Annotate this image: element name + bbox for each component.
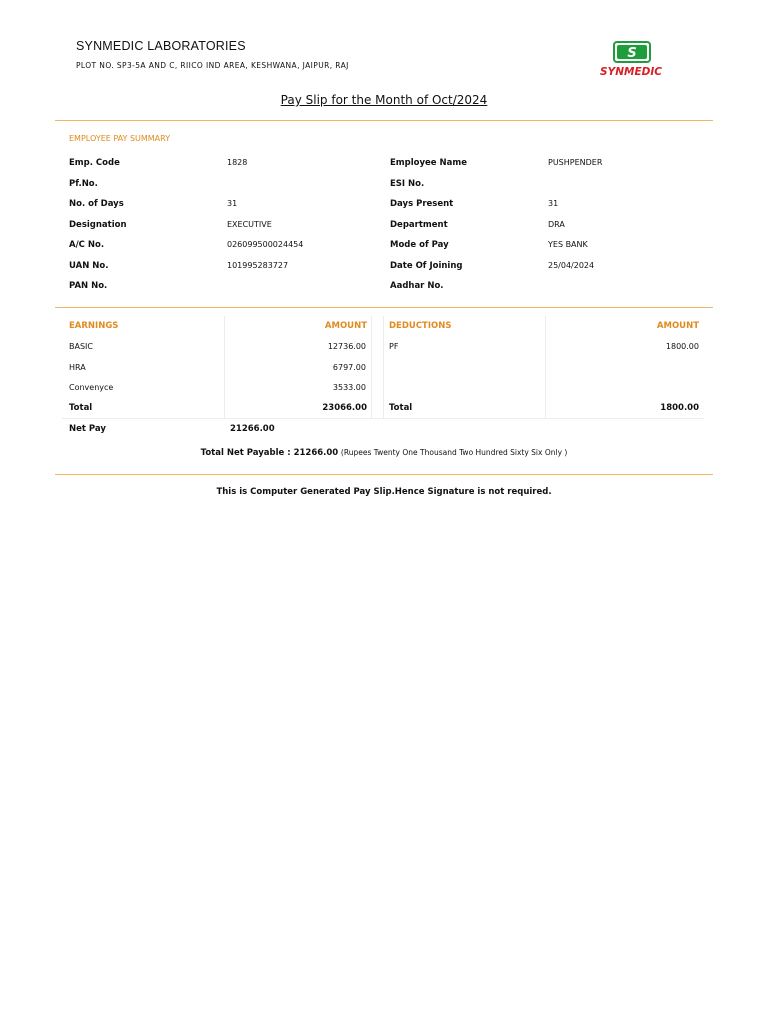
label-no-of-days: No. of Days [69, 199, 124, 209]
deductions-amount-header: AMOUNT [656, 321, 699, 331]
label-uan-no: UAN No. [69, 261, 109, 271]
label-aadhar-no: Aadhar No. [390, 281, 444, 291]
label-designation: Designation [69, 220, 127, 230]
table-bottom-line [62, 418, 704, 419]
table-divider-1 [224, 316, 225, 418]
logo-text: SYNMEDIC [600, 66, 662, 77]
total-net-payable [0, 448, 768, 458]
company-name: SYNMEDIC LABORATORIES [76, 39, 246, 53]
value-date-of-joining: 25/04/2024 [548, 261, 595, 270]
value-no-of-days: 31 [227, 199, 238, 208]
label-mode-of-pay: Mode of Pay [390, 240, 449, 250]
earning-amount-convenyce: 3533.00 [332, 383, 366, 392]
payslip-title: Pay Slip for the Month of Oct/2024 [280, 93, 488, 107]
divider-middle [55, 307, 713, 308]
label-pan-no: PAN No. [69, 281, 108, 291]
earning-name-convenyce: Convenyce [69, 383, 114, 392]
value-designation: EXECUTIVE [227, 220, 272, 229]
table-divider-3 [383, 316, 384, 418]
value-ac-no: 026099500024454 [227, 240, 304, 249]
logo-letter: S [627, 46, 637, 61]
value-mode-of-pay: YES BANK [548, 240, 588, 249]
company-address: PLOT NO. SP3-5A AND C, RIICO IND AREA, KESHWANA, JAIPUR, RAJ [76, 61, 349, 70]
earning-name-basic: BASIC [69, 342, 93, 351]
value-days-present: 31 [548, 199, 559, 208]
earnings-total-value: 23066.00 [322, 403, 367, 413]
label-ac-no: A/C No. [69, 240, 105, 250]
label-esi-no: ESI No. [390, 179, 425, 189]
total-net-payable-label: Total Net Payable : 21266.00 [200, 448, 339, 458]
value-uan-no: 101995283727 [227, 261, 289, 270]
value-department: DRA [548, 220, 565, 229]
earning-amount-basic: 12736.00 [327, 342, 366, 351]
deductions-total-label: Total [389, 403, 413, 413]
net-pay-value: 21266.00 [230, 424, 275, 434]
earning-name-hra: HRA [69, 363, 86, 372]
earning-amount-hra: 6797.00 [332, 363, 366, 372]
net-pay-label: Net Pay [69, 424, 106, 434]
label-date-of-joining: Date Of Joining [390, 261, 463, 271]
earnings-amount-header: AMOUNT [324, 321, 367, 331]
divider-top [55, 120, 713, 121]
footer-note: This is Computer Generated Pay Slip.Hence Signature is not required. [216, 487, 552, 497]
label-days-present: Days Present [390, 199, 454, 209]
label-employee-name: Employee Name [390, 158, 468, 168]
value-employee-name: PUSHPENDER [548, 158, 603, 167]
value-emp-code: 1828 [227, 158, 248, 167]
deductions-header: DEDUCTIONS [389, 321, 452, 331]
deduction-amount-pf: 1800.00 [665, 342, 699, 351]
table-divider-2 [371, 316, 372, 418]
divider-bottom [55, 474, 713, 475]
deduction-name-pf: PF [389, 342, 399, 351]
table-divider-4 [545, 316, 546, 418]
deductions-total-value: 1800.00 [660, 403, 699, 413]
total-net-payable-words: (Rupees Twenty One Thousand Two Hundred Sixty Six Only ) [340, 448, 568, 457]
section-title: EMPLOYEE PAY SUMMARY [69, 134, 171, 143]
label-pf-no: Pf.No. [69, 179, 98, 189]
label-emp-code: Emp. Code [69, 158, 120, 168]
earnings-header: EARNINGS [69, 321, 119, 331]
synmedic-logo-icon [585, 41, 677, 77]
earnings-total-label: Total [69, 403, 93, 413]
label-department: Department [390, 220, 448, 230]
company-logo [585, 41, 677, 77]
